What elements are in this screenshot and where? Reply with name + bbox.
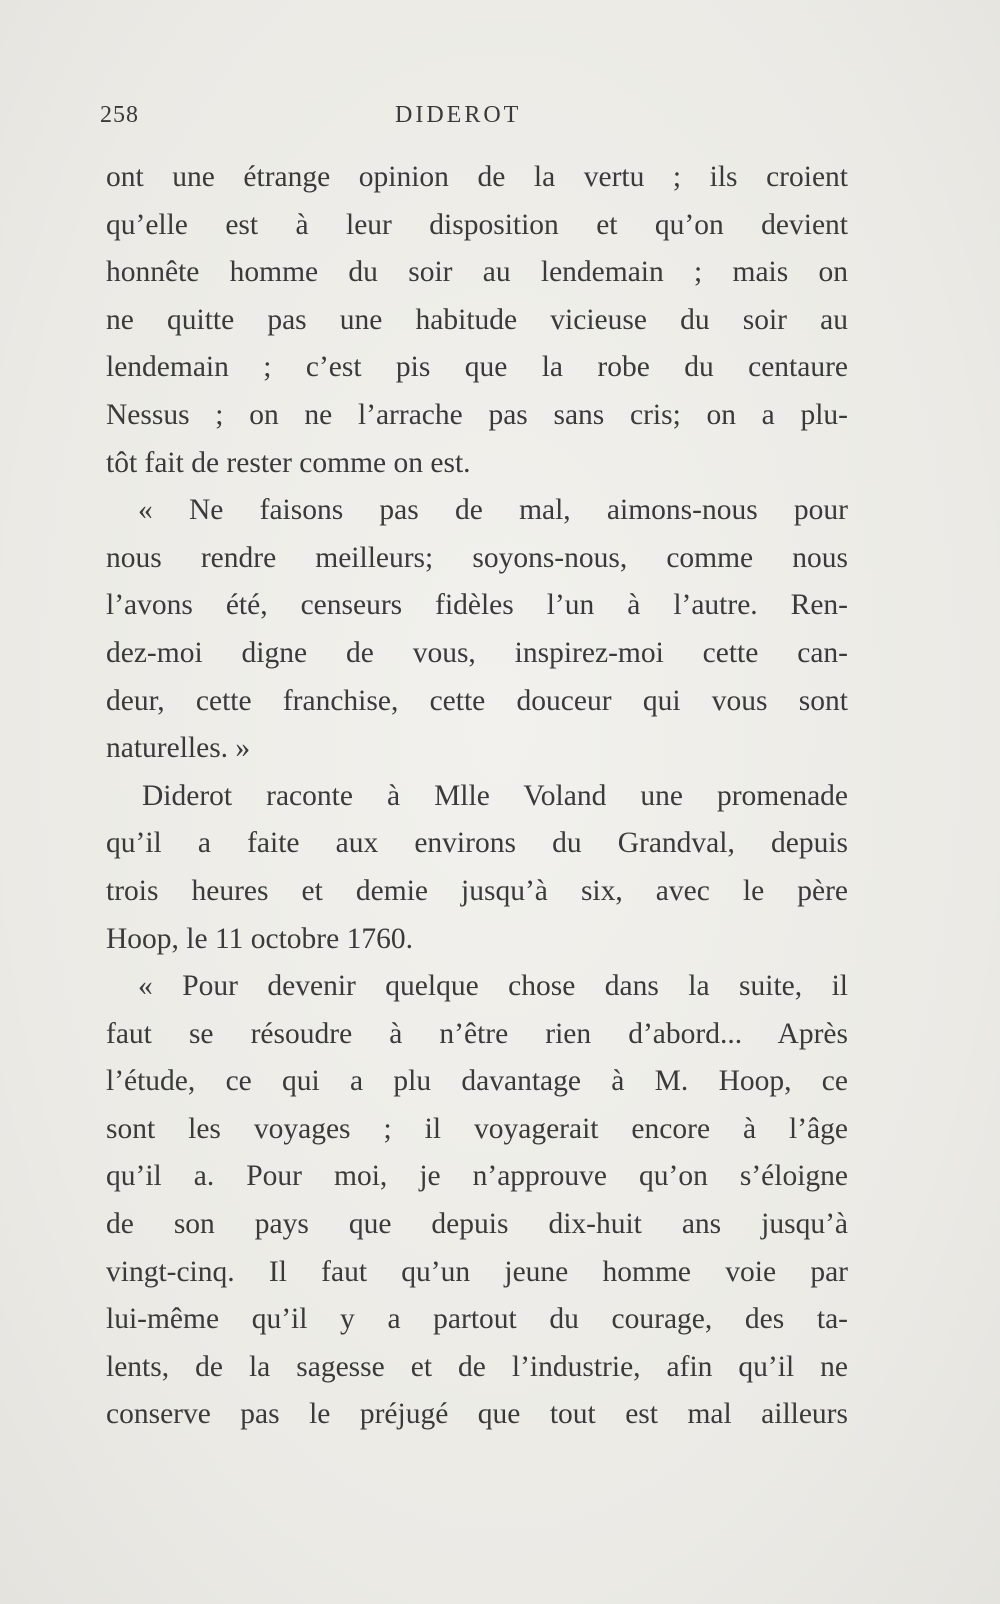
- text-line: de son pays que depuis dix-huit ans jusqu’à: [106, 1208, 848, 1241]
- text-line: qu’il a faite aux environs du Grandval, depuis: [106, 827, 848, 860]
- text-line: lents, de la sagesse et de l’industrie, afin qu’il ne: [106, 1350, 848, 1383]
- text-line: conserve pas le préjugé que tout est mal ailleurs: [106, 1398, 848, 1431]
- text-line: Nessus ; on ne l’arrache pas sans cris; on a plu-: [106, 398, 848, 431]
- text-line: deur, cette franchise, cette douceur qui vous sont: [106, 684, 848, 717]
- running-title: DIDEROT: [395, 102, 522, 128]
- text-line: Hoop, le 11 octobre 1760.: [106, 922, 413, 955]
- text-line: l’étude, ce qui a plu davantage à M. Hoop, ce: [106, 1065, 848, 1098]
- text-line: sont les voyages ; il voyagerait encore à l’âge: [106, 1112, 848, 1145]
- text-line: trois heures et demie jusqu’à six, avec le père: [106, 874, 848, 907]
- text-line: « Ne faisons pas de mal, aimons-nous pour: [138, 494, 848, 527]
- text-line: lui-même qu’il y a partout du courage, des ta-: [106, 1303, 848, 1336]
- page-number: 258: [100, 102, 139, 128]
- text-line: nous rendre meilleurs; soyons-nous, comme nous: [106, 541, 848, 574]
- running-head: [100, 102, 860, 142]
- text-line: qu’elle est à leur disposition et qu’on devient: [106, 208, 848, 241]
- text-line: ne quitte pas une habitude vicieuse du soir au: [106, 303, 848, 336]
- text-line: vingt-cinq. Il faut qu’un jeune homme voie par: [106, 1255, 848, 1288]
- text-line: l’avons été, censeurs fidèles l’un à l’autre. Ren-: [106, 589, 848, 622]
- text-line: naturelles. »: [106, 732, 251, 765]
- text-line: qu’il a. Pour moi, je n’approuve qu’on s’éloigne: [106, 1160, 848, 1193]
- text-line: faut se résoudre à n’être rien d’abord... Après: [106, 1017, 848, 1050]
- text-line: lendemain ; c’est pis que la robe du centaure: [106, 351, 848, 384]
- body-text: [106, 154, 848, 1439]
- text-line: ont une étrange opinion de la vertu ; ils croient: [106, 161, 848, 193]
- text-line: honnête homme du soir au lendemain ; mais on: [106, 256, 848, 289]
- text-line: dez-moi digne de vous, inspirez-moi cette can-: [106, 636, 848, 669]
- text-line: Diderot raconte à Mlle Voland une promenade: [142, 779, 848, 812]
- text-line: « Pour devenir quelque chose dans la suite, il: [138, 970, 848, 1003]
- text-line: tôt fait de rester comme on est.: [106, 446, 471, 479]
